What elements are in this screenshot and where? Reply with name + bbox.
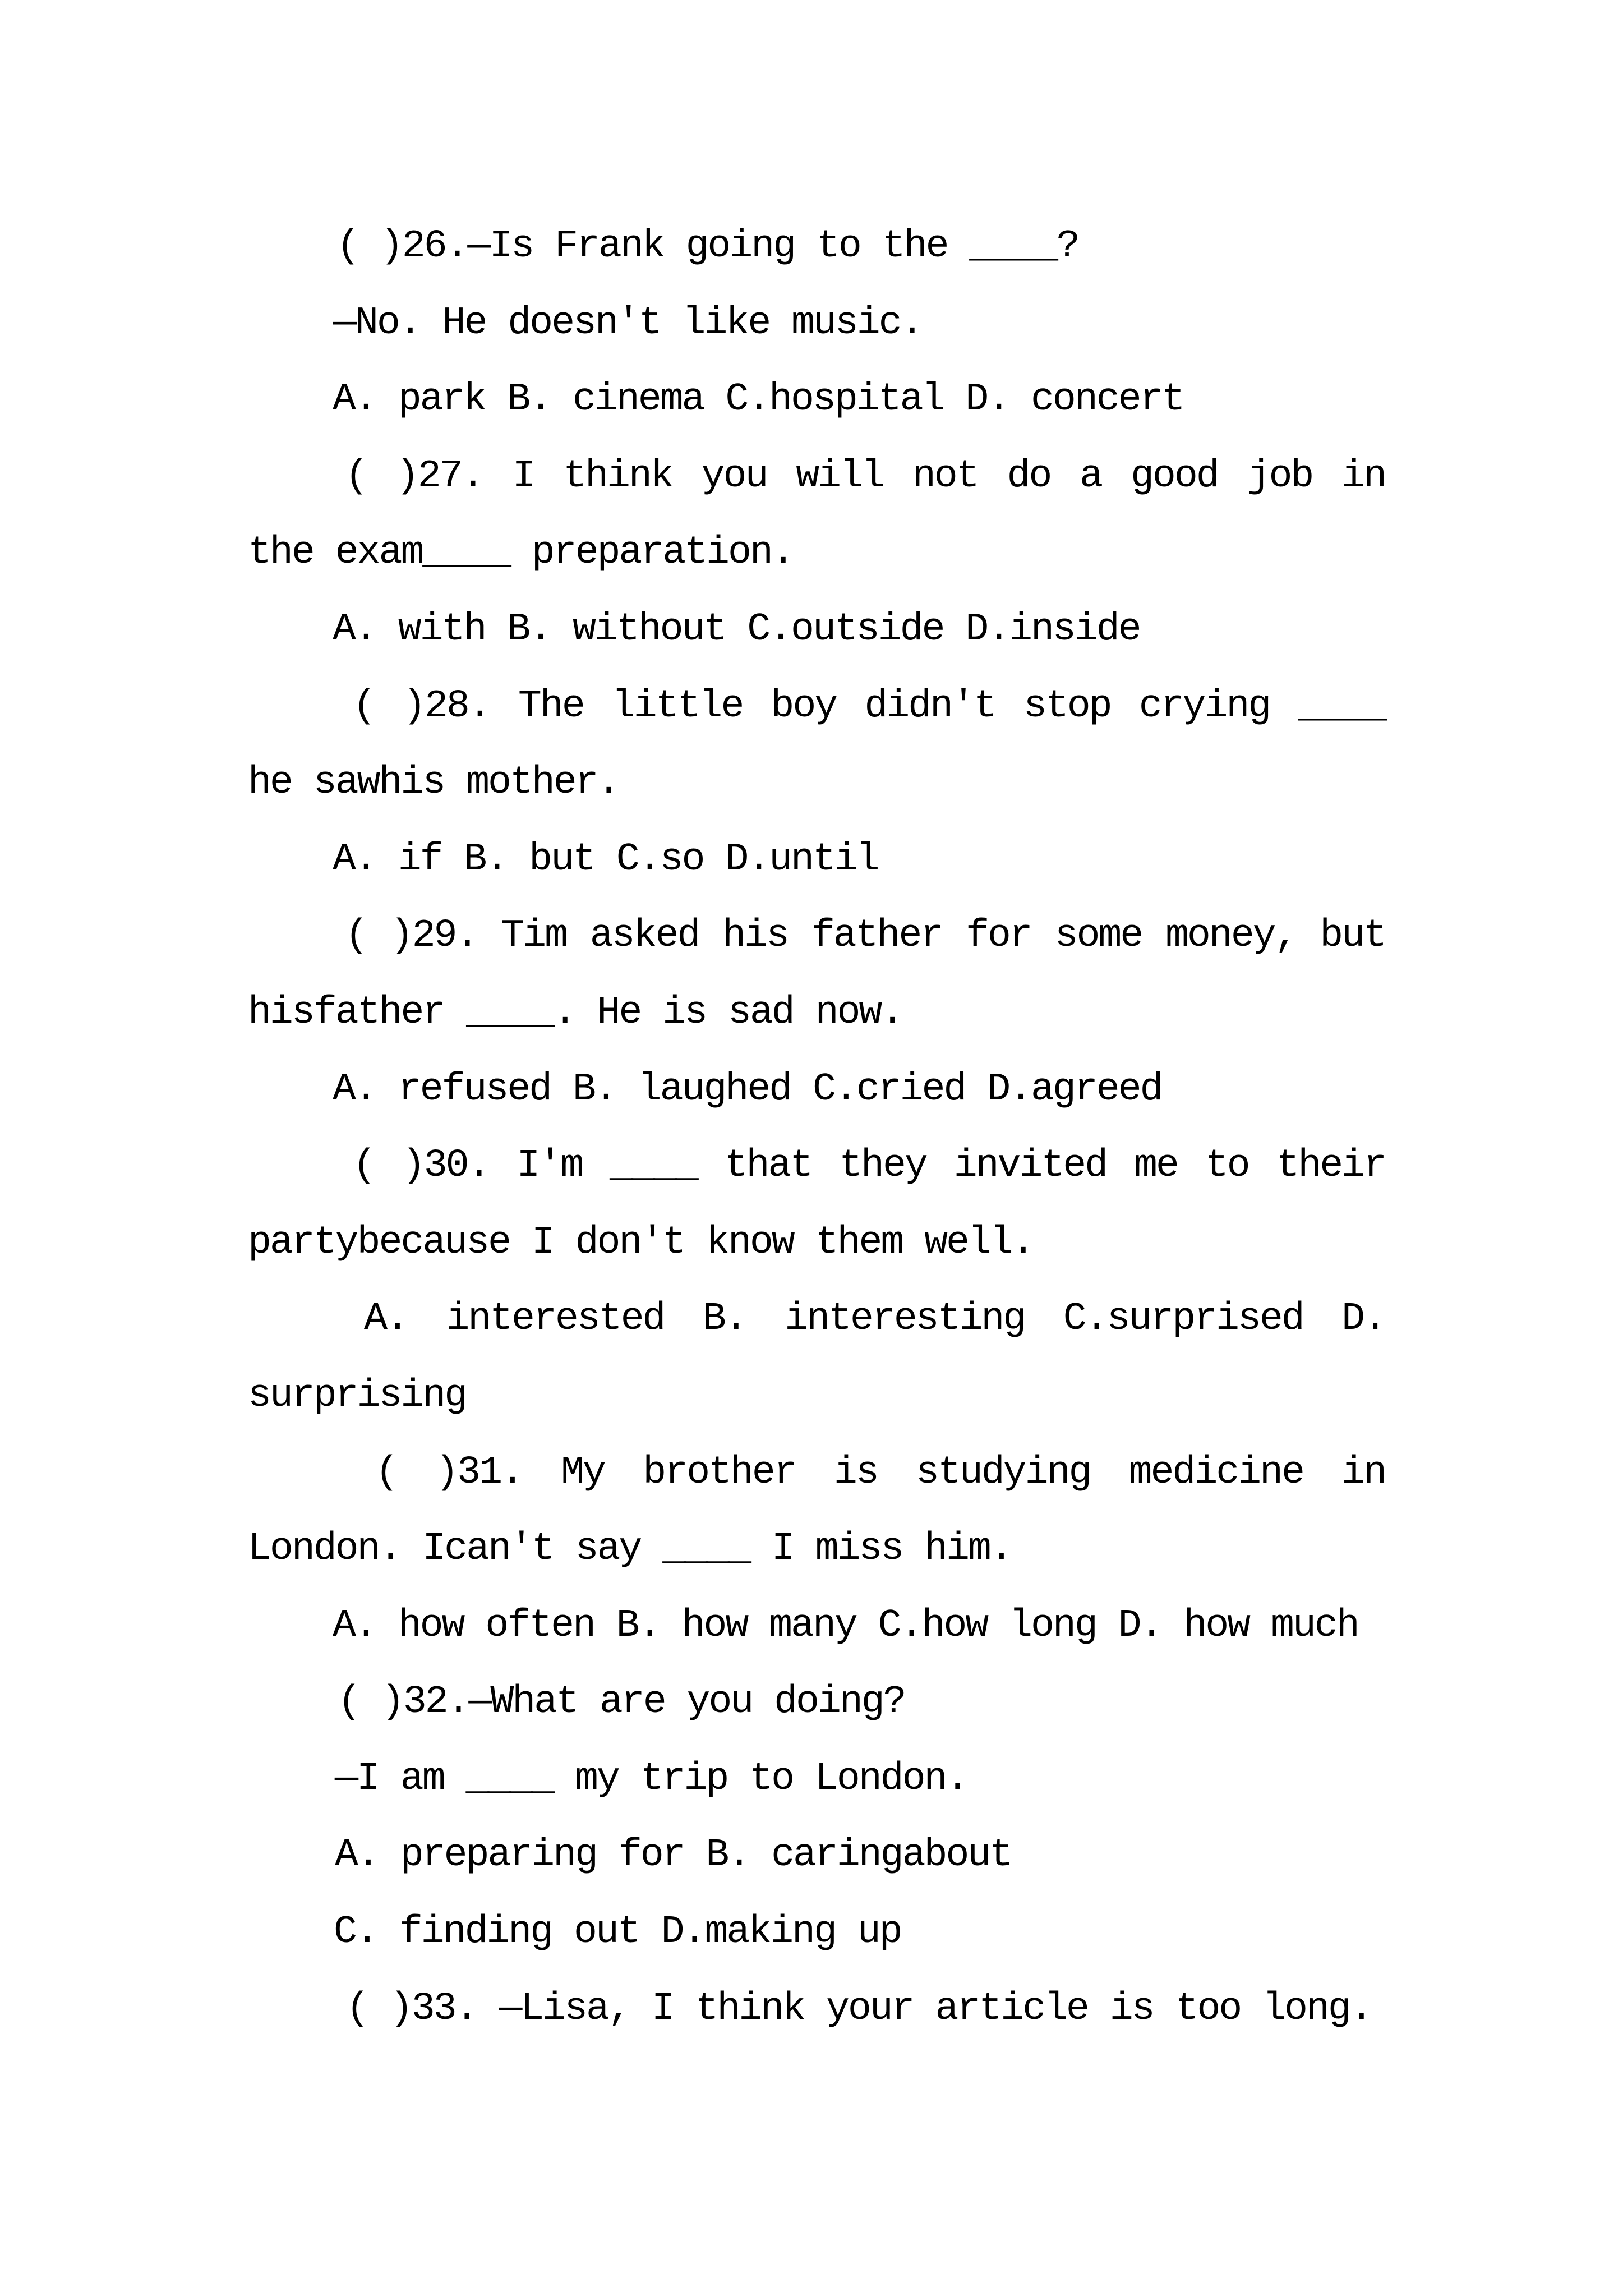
question-31-stem: ( )31. My brother is studying medicine in xyxy=(375,1450,1385,1495)
exam-questions xyxy=(248,209,1385,2047)
question-28-stem-continued: he sawhis mother. xyxy=(248,761,619,806)
question-27-stem: ( )27. I think you will not do a good job in xyxy=(345,454,1385,499)
question-29-stem: ( )29. Tim asked his father for some money, but xyxy=(345,914,1385,959)
question-32-options-ab: A. preparing for B. caringabout xyxy=(335,1833,1012,1878)
question-31-stem-continued: London. Ican't say ____ I miss him. xyxy=(248,1527,1012,1572)
question-28-stem: ( )28. The little boy didn't stop crying ____ xyxy=(353,684,1385,729)
question-30-stem-continued: partybecause I don't know them well. xyxy=(248,1220,1034,1265)
question-26-response: —No. He doesn't like music. xyxy=(333,301,923,346)
question-33-stem: ( )33. —Lisa, I think your article is too long. xyxy=(346,1986,1372,2031)
question-32-options-cd: C. finding out D.making up xyxy=(334,1910,901,1955)
question-29-stem-continued: hisfather ____. He is sad now. xyxy=(248,990,903,1035)
question-27-stem-continued: the exam____ preparation. xyxy=(248,531,794,576)
question-28-options: A. if B. but C.so D.until xyxy=(333,837,878,882)
question-30-options: A. interested B. interesting C.surprised D. xyxy=(364,1297,1385,1342)
question-32-stem: ( )32.—What are you doing? xyxy=(338,1680,905,1725)
question-32-response: —I am ____ my trip to London. xyxy=(335,1756,968,1801)
question-30-options-continued: surprising xyxy=(248,1373,467,1418)
question-29-options: A. refused B. laughed C.cried D.agreed xyxy=(333,1067,1162,1112)
question-31-options: A. how often B. how many C.how long D. how much xyxy=(333,1603,1358,1648)
question-26-options: A. park B. cinema C.hospital D. concert xyxy=(333,378,1184,422)
question-27-options: A. with B. without C.outside D.inside xyxy=(333,607,1140,652)
question-30-stem: ( )30. I'm ____ that they invited me to their xyxy=(353,1144,1385,1189)
question-26-stem: ( )26.—Is Frank going to the ____? xyxy=(336,224,1078,269)
